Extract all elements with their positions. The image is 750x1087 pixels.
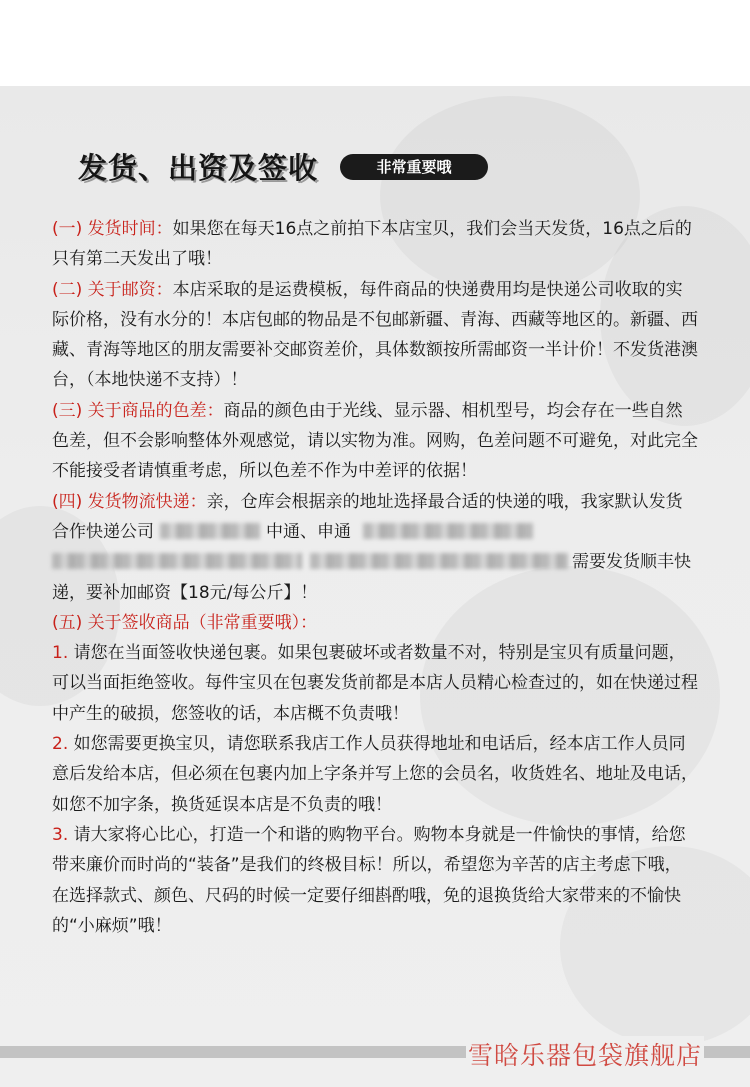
item-number: 3. (52, 824, 69, 845)
item-number: 1. (52, 643, 69, 664)
item-text: 请大家将心比心，打造一个和谐的购物平台。购物本身就是一件愉快的事情，给您带来廉价而时尚的“装备”是我们的终极目标！所以，希望您为辛苦的店主考虑下哦，在选择款式、颜色、尺码的时候一定要仔细斟酌哦，免的退换货给大家带来的不愉快的“小麻烦”哦！ (52, 824, 686, 936)
redacted-text (310, 553, 568, 569)
section-body: 亲，仓库会根据亲的地址选择最合适的快递的哦，我家默认发货合作快递公司 (52, 491, 683, 542)
redacted-text (52, 553, 302, 569)
important-badge: 非常重要哦 (340, 154, 488, 180)
item-number: 2. (52, 734, 69, 755)
section-signing (52, 608, 698, 638)
page-heading: 发货、出资及签收 (78, 151, 319, 185)
section-shipping-time (52, 214, 698, 275)
signing-item (52, 820, 698, 941)
signing-item (52, 638, 698, 729)
section-title: (五) 关于签收商品（非常重要哦）： (52, 612, 318, 633)
section-body: 本店采取的是运费模板，每件商品的快递费用均是快递公司收取的实际价格，没有水分的！本店包邮的物品是不包邮新疆、青海、西藏等地区的。新疆、西藏、青海等地区的朋友需要补交邮资差价，具体数额按所需邮资一半计价！不发货港澳台，（本地快递不支持）！ (52, 279, 698, 391)
store-name-watermark: 雪晗乐器包袋旗舰店 (466, 1036, 704, 1072)
section-title: (四) 发货物流快递： (52, 491, 207, 512)
section-body: 中通、申通 (266, 521, 351, 542)
redacted-text (160, 523, 260, 539)
redacted-text (363, 523, 533, 539)
section-body: 商品的颜色由于光线、显示器、相机型号，均会存在一些自然色差，但不会影响整体外观感觉，请以实物为准。网购，色差问题不可避免，对此完全不能接受者请慎重考虑，所以色差不作为中差评的依据！ (52, 400, 698, 482)
section-body: 需要发货顺丰快递，要补加邮资【18元/每公斤】！ (52, 552, 691, 603)
section-title: (三) 关于商品的色差： (52, 400, 224, 421)
top-margin (0, 0, 750, 86)
policy-text (52, 214, 698, 941)
section-logistics (52, 487, 698, 608)
section-body: 如果您在每天16点之前拍下本店宝贝，我们会当天发货，16点之后的只有第二天发出了哦！ (52, 219, 692, 270)
item-text: 如您需要更换宝贝，请您联系我店工作人员获得地址和电话后，经本店工作人员同意后发给本店，但必须在包裹内加上字条并写上您的会员名，收货姓名、地址及电话，如您不加字条，换货延误本店是不负责的哦！ (52, 734, 698, 815)
section-title: (一) 发货时间： (52, 219, 173, 239)
signing-item (52, 729, 698, 820)
item-text: 请您在当面签收快递包裹。如果包裹破坏或者数量不对，特别是宝贝有质量问题，可以当面拒绝签收。每件宝贝在包裹发货前都是本店人员精心检查过的，如在快递过程中产生的破损，您签收的话，本店概不负责哦！ (52, 643, 698, 724)
section-title: (二) 关于邮资： (52, 279, 173, 300)
section-color-difference (52, 396, 698, 487)
section-postage (52, 275, 698, 396)
